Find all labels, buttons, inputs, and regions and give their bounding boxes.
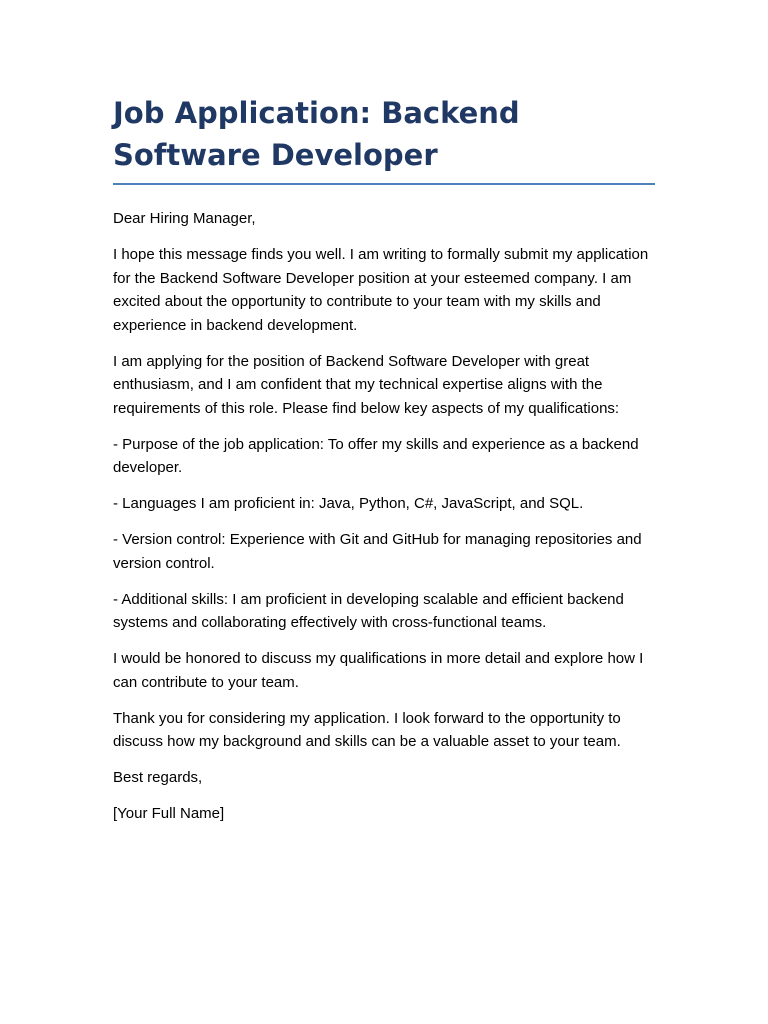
paragraph-intro: I hope this message finds you well. I am writing to formally submit my application for the Backend Software Developer position at your esteemed company. I am excited about the opportunity to contribute to your team with my skills and experience in backend development.: [113, 246, 649, 334]
paragraph-enthusiasm: I am applying for the position of Backend Software Developer with great enthusiasm, and I am confident that my technical expertise aligns with the requirements of this role. Please find below key aspects of my qualifications:: [113, 352, 620, 417]
paragraph-thank-you: Thank you for considering my application. I look forward to the opportunity to discuss how my background and skills can be a valuable asset to your team.: [113, 709, 621, 750]
signature: [Your Full Name]: [113, 805, 225, 822]
bullet-version-control: - Version control: Experience with Git and GitHub for managing repositories and version control.: [113, 531, 642, 572]
bullet-additional-skills: - Additional skills: I am proficient in developing scalable and efficient backend systems and collaborating effectively with cross-functional teams.: [113, 590, 624, 631]
bullet-languages: - Languages I am proficient in: Java, Python, C#, JavaScript, and SQL.: [113, 495, 584, 512]
letter-body: [113, 207, 655, 826]
closing: Best regards,: [113, 769, 203, 786]
bullet-purpose: - Purpose of the job application: To offer my skills and experience as a backend developer.: [113, 435, 639, 476]
document-title: Job Application: Backend Software Developer: [113, 92, 655, 185]
paragraph-discuss: I would be honored to discuss my qualifications in more detail and explore how I can contribute to your team.: [113, 650, 644, 691]
document-page: [113, 92, 655, 838]
salutation: Dear Hiring Manager,: [113, 210, 256, 227]
